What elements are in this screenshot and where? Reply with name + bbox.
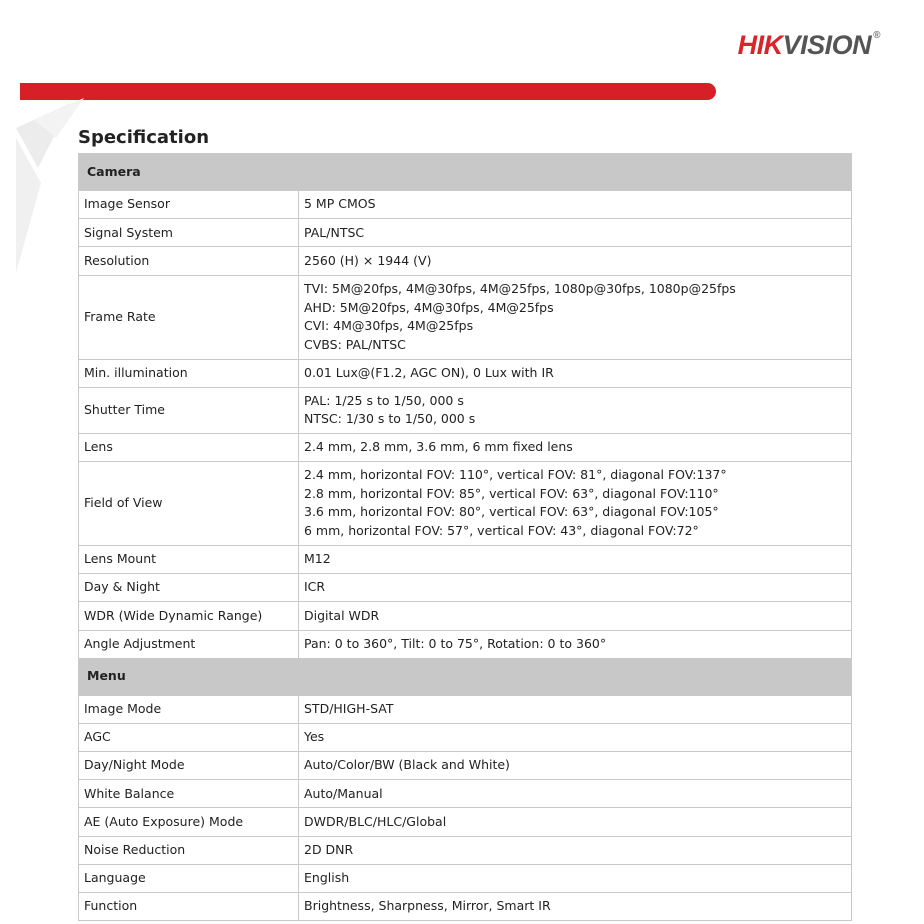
spec-value-line: AHD: 5M@20fps, 4M@30fps, 4M@25fps (304, 299, 554, 315)
section-title: Camera (79, 154, 852, 191)
spec-value-line: 6 mm, horizontal FOV: 57°, vertical FOV: 43°, diagonal FOV:72° (304, 522, 699, 538)
spec-value-line: ICR (304, 579, 326, 595)
spec-value-line: CVI: 4M@30fps, 4M@25fps (304, 318, 474, 334)
table-row (79, 602, 852, 630)
spec-value-line: 2.4 mm, horizontal FOV: 110°, vertical FOV: 81°, diagonal FOV:137° (304, 467, 727, 483)
section-header-menu (79, 658, 852, 695)
spec-value (299, 808, 852, 836)
spec-value (299, 695, 852, 723)
spec-value-line: STD/HIGH-SAT (304, 701, 394, 717)
spec-value (299, 359, 852, 387)
spec-value-line: M12 (304, 551, 331, 567)
spec-value (299, 219, 852, 247)
spec-value-line: Auto/Color/BW (Black and White) (304, 757, 510, 773)
table-row (79, 780, 852, 808)
table-row (79, 695, 852, 723)
spec-value (299, 275, 852, 359)
spec-label: AGC (79, 723, 299, 751)
header-red-bar (20, 83, 716, 100)
spec-value-line: DWDR/BLC/HLC/Global (304, 813, 447, 829)
table-row (79, 574, 852, 602)
table-row (79, 275, 852, 359)
table-row (79, 836, 852, 864)
table-row (79, 893, 852, 921)
spec-value (299, 574, 852, 602)
spec-label: Lens (79, 433, 299, 461)
spec-value-line: PAL: 1/25 s to 1/50, 000 s (304, 392, 464, 408)
spec-label: WDR (Wide Dynamic Range) (79, 602, 299, 630)
spec-value (299, 752, 852, 780)
spec-label: Frame Rate (79, 275, 299, 359)
spec-label: Noise Reduction (79, 836, 299, 864)
spec-value (299, 433, 852, 461)
table-row (79, 723, 852, 751)
spec-value-line: NTSC: 1/30 s to 1/50, 000 s (304, 411, 476, 427)
spec-value (299, 836, 852, 864)
spec-value-line: PAL/NTSC (304, 224, 365, 240)
spec-label: Field of View (79, 461, 299, 545)
table-row (79, 630, 852, 658)
logo-vision: VISION (782, 30, 872, 60)
spec-label: Day & Night (79, 574, 299, 602)
spec-value (299, 864, 852, 892)
spec-label: Day/Night Mode (79, 752, 299, 780)
spec-value-line: 2.4 mm, 2.8 mm, 3.6 mm, 6 mm fixed lens (304, 439, 573, 455)
spec-value-line: TVI: 5M@20fps, 4M@30fps, 4M@25fps, 1080p@30fps, 1080p@25fps (304, 281, 736, 297)
section-header-camera (79, 154, 852, 191)
spec-value (299, 387, 852, 433)
table-row (79, 461, 852, 545)
spec-label: Image Mode (79, 695, 299, 723)
table-row (79, 545, 852, 573)
table-row (79, 808, 852, 836)
spec-value (299, 545, 852, 573)
watermark-shape-icon (16, 98, 86, 278)
table-row (79, 359, 852, 387)
spec-value-line: 0.01 Lux@(F1.2, AGC ON), 0 Lux with IR (304, 364, 554, 380)
spec-value-line: CVBS: PAL/NTSC (304, 336, 406, 352)
table-row (79, 433, 852, 461)
table-row (79, 752, 852, 780)
spec-value-line: 2.8 mm, horizontal FOV: 85°, vertical FOV: 63°, diagonal FOV:110° (304, 485, 719, 501)
page-title: Specification (78, 127, 210, 148)
spec-label: AE (Auto Exposure) Mode (79, 808, 299, 836)
spec-value-line: 2D DNR (304, 841, 354, 857)
spec-value (299, 630, 852, 658)
spec-value (299, 723, 852, 751)
spec-value-line: Digital WDR (304, 607, 380, 623)
spec-value-line: 5 MP CMOS (304, 196, 376, 212)
spec-value-line: Pan: 0 to 360°, Tilt: 0 to 75°, Rotation: 0 to 360° (304, 635, 607, 651)
spec-value (299, 602, 852, 630)
spec-value (299, 780, 852, 808)
spec-label: Function (79, 893, 299, 921)
spec-label: White Balance (79, 780, 299, 808)
spec-value-line: Auto/Manual (304, 785, 383, 801)
spec-label: Resolution (79, 247, 299, 275)
spec-value-line: English (304, 870, 350, 886)
spec-value (299, 191, 852, 219)
hikvision-logo (738, 30, 880, 61)
spec-label: Image Sensor (79, 191, 299, 219)
spec-value (299, 247, 852, 275)
spec-value-line: Yes (304, 729, 325, 745)
logo-registered-mark: ® (873, 30, 880, 41)
specification-table (78, 153, 852, 921)
spec-label: Shutter Time (79, 387, 299, 433)
table-row (79, 864, 852, 892)
spec-label: Lens Mount (79, 545, 299, 573)
spec-value (299, 893, 852, 921)
spec-label: Angle Adjustment (79, 630, 299, 658)
table-row (79, 219, 852, 247)
section-title: Menu (79, 658, 852, 695)
spec-label: Language (79, 864, 299, 892)
table-row (79, 247, 852, 275)
table-row (79, 387, 852, 433)
spec-value-line: Brightness, Sharpness, Mirror, Smart IR (304, 898, 551, 914)
spec-value-line: 2560 (H) × 1944 (V) (304, 252, 432, 268)
spec-label: Signal System (79, 219, 299, 247)
table-row (79, 191, 852, 219)
spec-value (299, 461, 852, 545)
logo-hik: HIK (737, 30, 783, 60)
spec-value-line: 3.6 mm, horizontal FOV: 80°, vertical FOV: 63°, diagonal FOV:105° (304, 504, 719, 520)
spec-label: Min. illumination (79, 359, 299, 387)
